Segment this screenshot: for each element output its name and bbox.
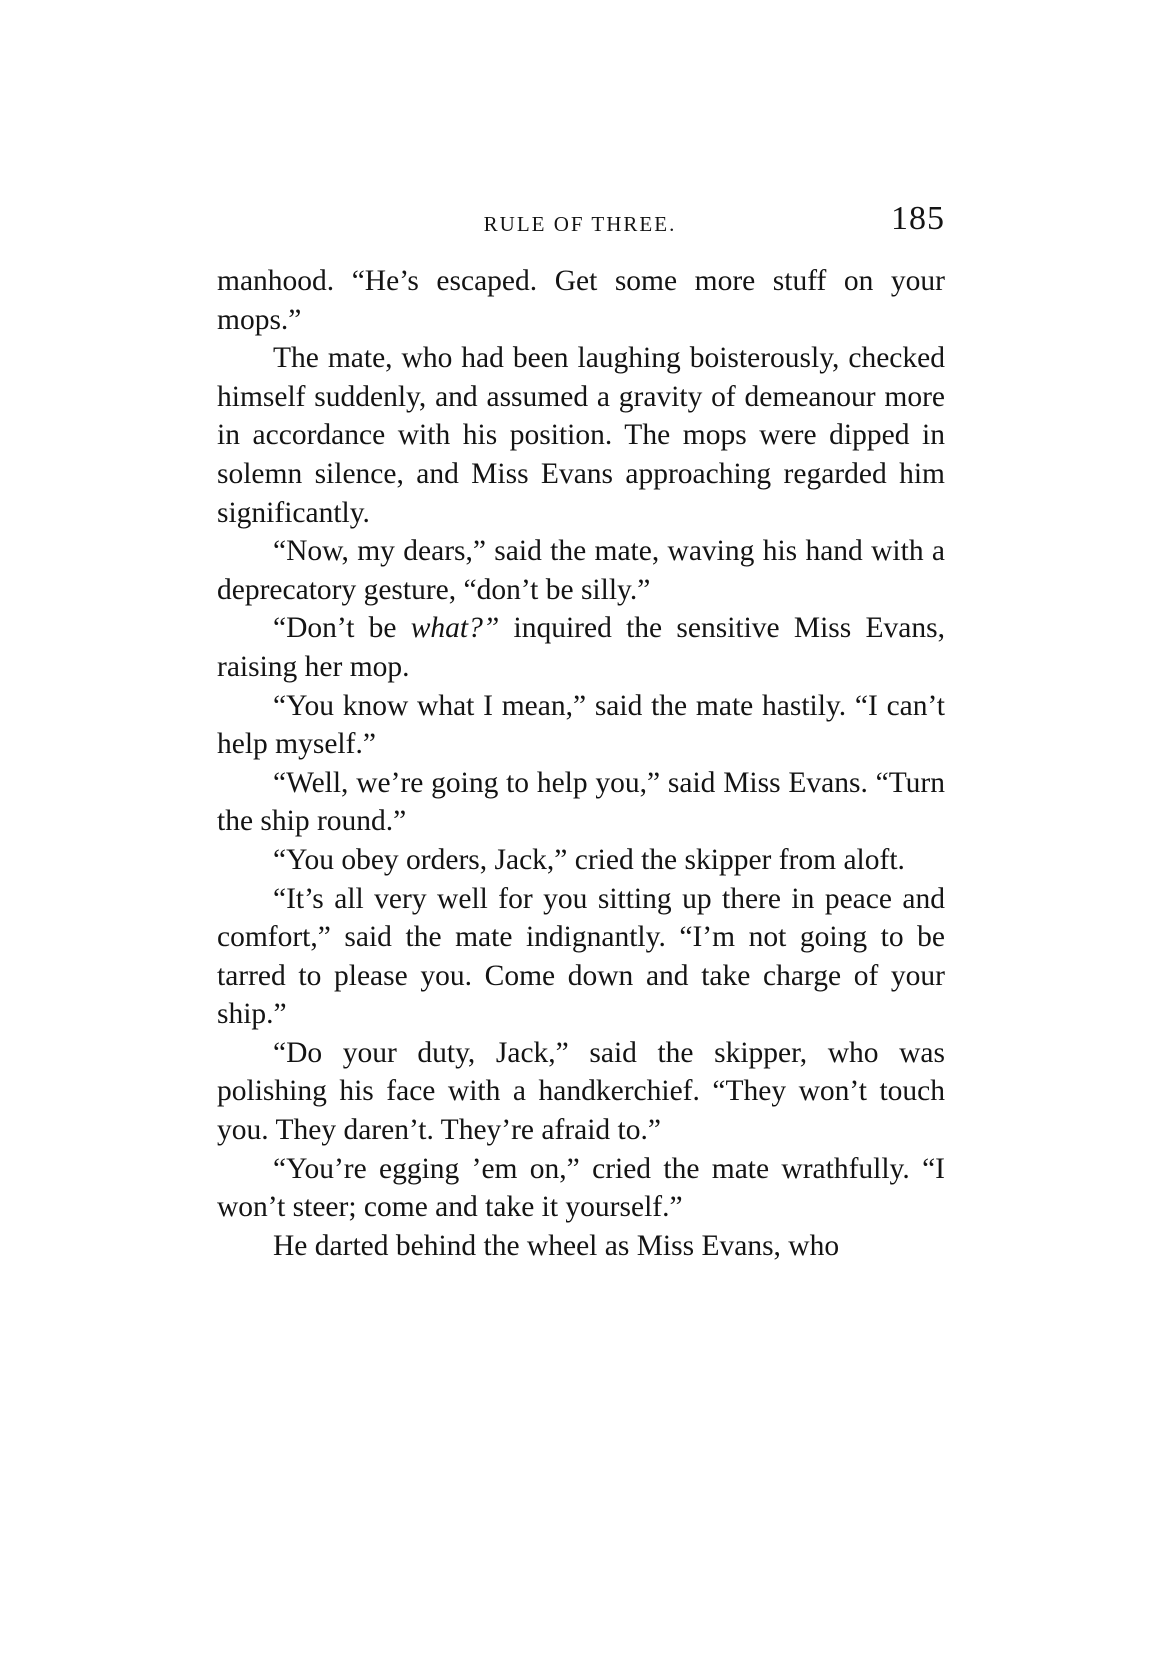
paragraph-4-italic: what?” — [410, 612, 500, 645]
paragraph-4 — [217, 609, 945, 686]
paragraph-3: “Now, my dears,” said the mate, waving his hand with a deprecatory gesture, “don’t be silly.” — [217, 535, 945, 606]
paragraph-10: “You’re egging ’em on,” cried the mate wrathfully. “I won’t steer; come and take it yourself.” — [217, 1152, 945, 1224]
page-number: 185 — [891, 200, 945, 237]
paragraph-9: “Do your duty, Jack,” said the skipper, who was polishing his face with a handkerchief. “They won’t touch you. They daren’t. They’re afraid to.” — [217, 1036, 945, 1147]
body-text — [217, 262, 945, 1265]
paragraph-7: “You obey orders, Jack,” cried the skipper from aloft. — [273, 843, 905, 876]
paragraph-5: “You know what I mean,” said the mate hastily. “I can’t help myself.” — [217, 689, 945, 761]
paragraph-4-start: “Don’t be — [273, 612, 411, 645]
paragraph-11: He darted behind the wheel as Miss Evans, who — [273, 1229, 840, 1262]
paragraph-8: “It’s all very well for you sitting up there in peace and comfort,” said the mate indignantly. “I’m not going to be tarred to please you. Come down and take charge of your ship.” — [217, 882, 945, 1031]
paragraph-2: The mate, who had been laughing boisterously, checked himself suddenly, and assumed a gravity of demeanour more in accordance with his position. The mops were dipped in solemn silence, and Miss Evans approaching regarded him significantly. — [217, 342, 945, 529]
running-head — [215, 200, 945, 250]
running-title: RULE OF THREE. — [483, 212, 677, 236]
paragraph-1: manhood. “He’s escaped. Get some more stuff on your mops.” — [217, 265, 945, 336]
paragraph-6: “Well, we’re going to help you,” said Miss Evans. “Turn the ship round.” — [217, 766, 945, 838]
paragraph-4-end: inquired the sensitive Miss Evans, raising her mop. — [217, 612, 945, 683]
